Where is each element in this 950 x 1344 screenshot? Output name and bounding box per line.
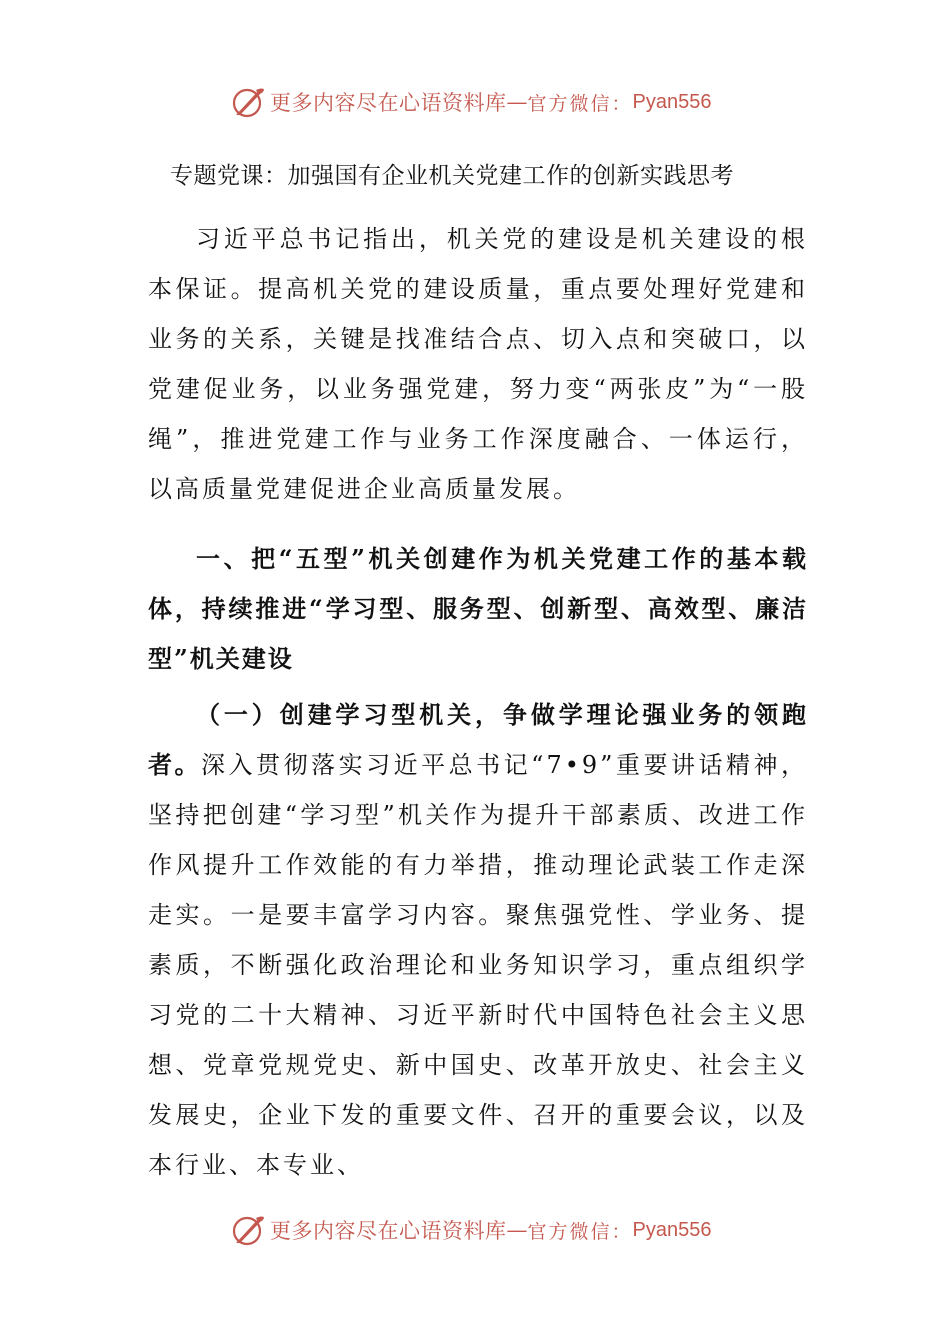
quill-pen-logo-icon <box>230 1212 266 1248</box>
document-body <box>148 158 808 1190</box>
watermark-banner-top <box>230 82 711 122</box>
watermark-separator: — <box>506 90 528 114</box>
watermark-separator: — <box>506 1218 528 1242</box>
watermark-brand-text: 更多内容尽在心语资料库 <box>270 1219 507 1243</box>
subsection-body: 深入贯彻落实习近平总书记“7•9”重要讲话精神，坚持把创建“学习型”机关作为提升干部素质、改进工作作风提升工作效能的有力举措，推动理论武装工作走深走实。一是要丰富学习内容。聚焦强党性、学业务、提素质，不断强化政治理论和业务知识学习，重点组织学习党的二十大精神、习近平新时代中国特色社会主义思想、党章党规党史、新中国史、改革开放史、社会主义发展史，企业下发的重要文件、召开的重要会议，以及本行业、本专业、 <box>148 751 809 1179</box>
watermark-brand-text: 更多内容尽在心语资料库 <box>270 91 507 115</box>
section-heading: 一、把“五型”机关创建作为机关党建工作的基本载体，持续推进“学习型、服务型、创新型、高效型、廉洁型”机关建设 <box>148 544 808 673</box>
watermark-wechat-id: Pyan556 <box>632 1218 712 1241</box>
subsection-paragraph <box>148 690 808 1190</box>
quill-pen-logo-icon <box>230 84 266 120</box>
watermark-wechat-id: Pyan556 <box>632 90 712 113</box>
watermark-banner-bottom <box>230 1210 711 1250</box>
subsection-heading: （一）创建学习型机关，争做学理论强业务的领跑者。 <box>148 700 808 779</box>
intro-paragraph: 习近平总书记指出，机关党的建设是机关建设的根本保证。提高机关党的建设质量，重点要处理好党建和业务的关系，关键是找准结合点、切入点和突破口，以党建促业务，以业务强党建，努力变“两张皮”为“一股绳”，推进党建工作与业务工作深度融合、一体运行，以高质量党建促进企业高质量发展。 <box>148 225 808 503</box>
watermark-wechat-label: 官方微信： <box>527 1220 633 1243</box>
watermark-wechat-label: 官方微信： <box>527 92 633 115</box>
document-title: 专题党课：加强国有企业机关党建工作的创新实践思考 <box>170 163 734 189</box>
